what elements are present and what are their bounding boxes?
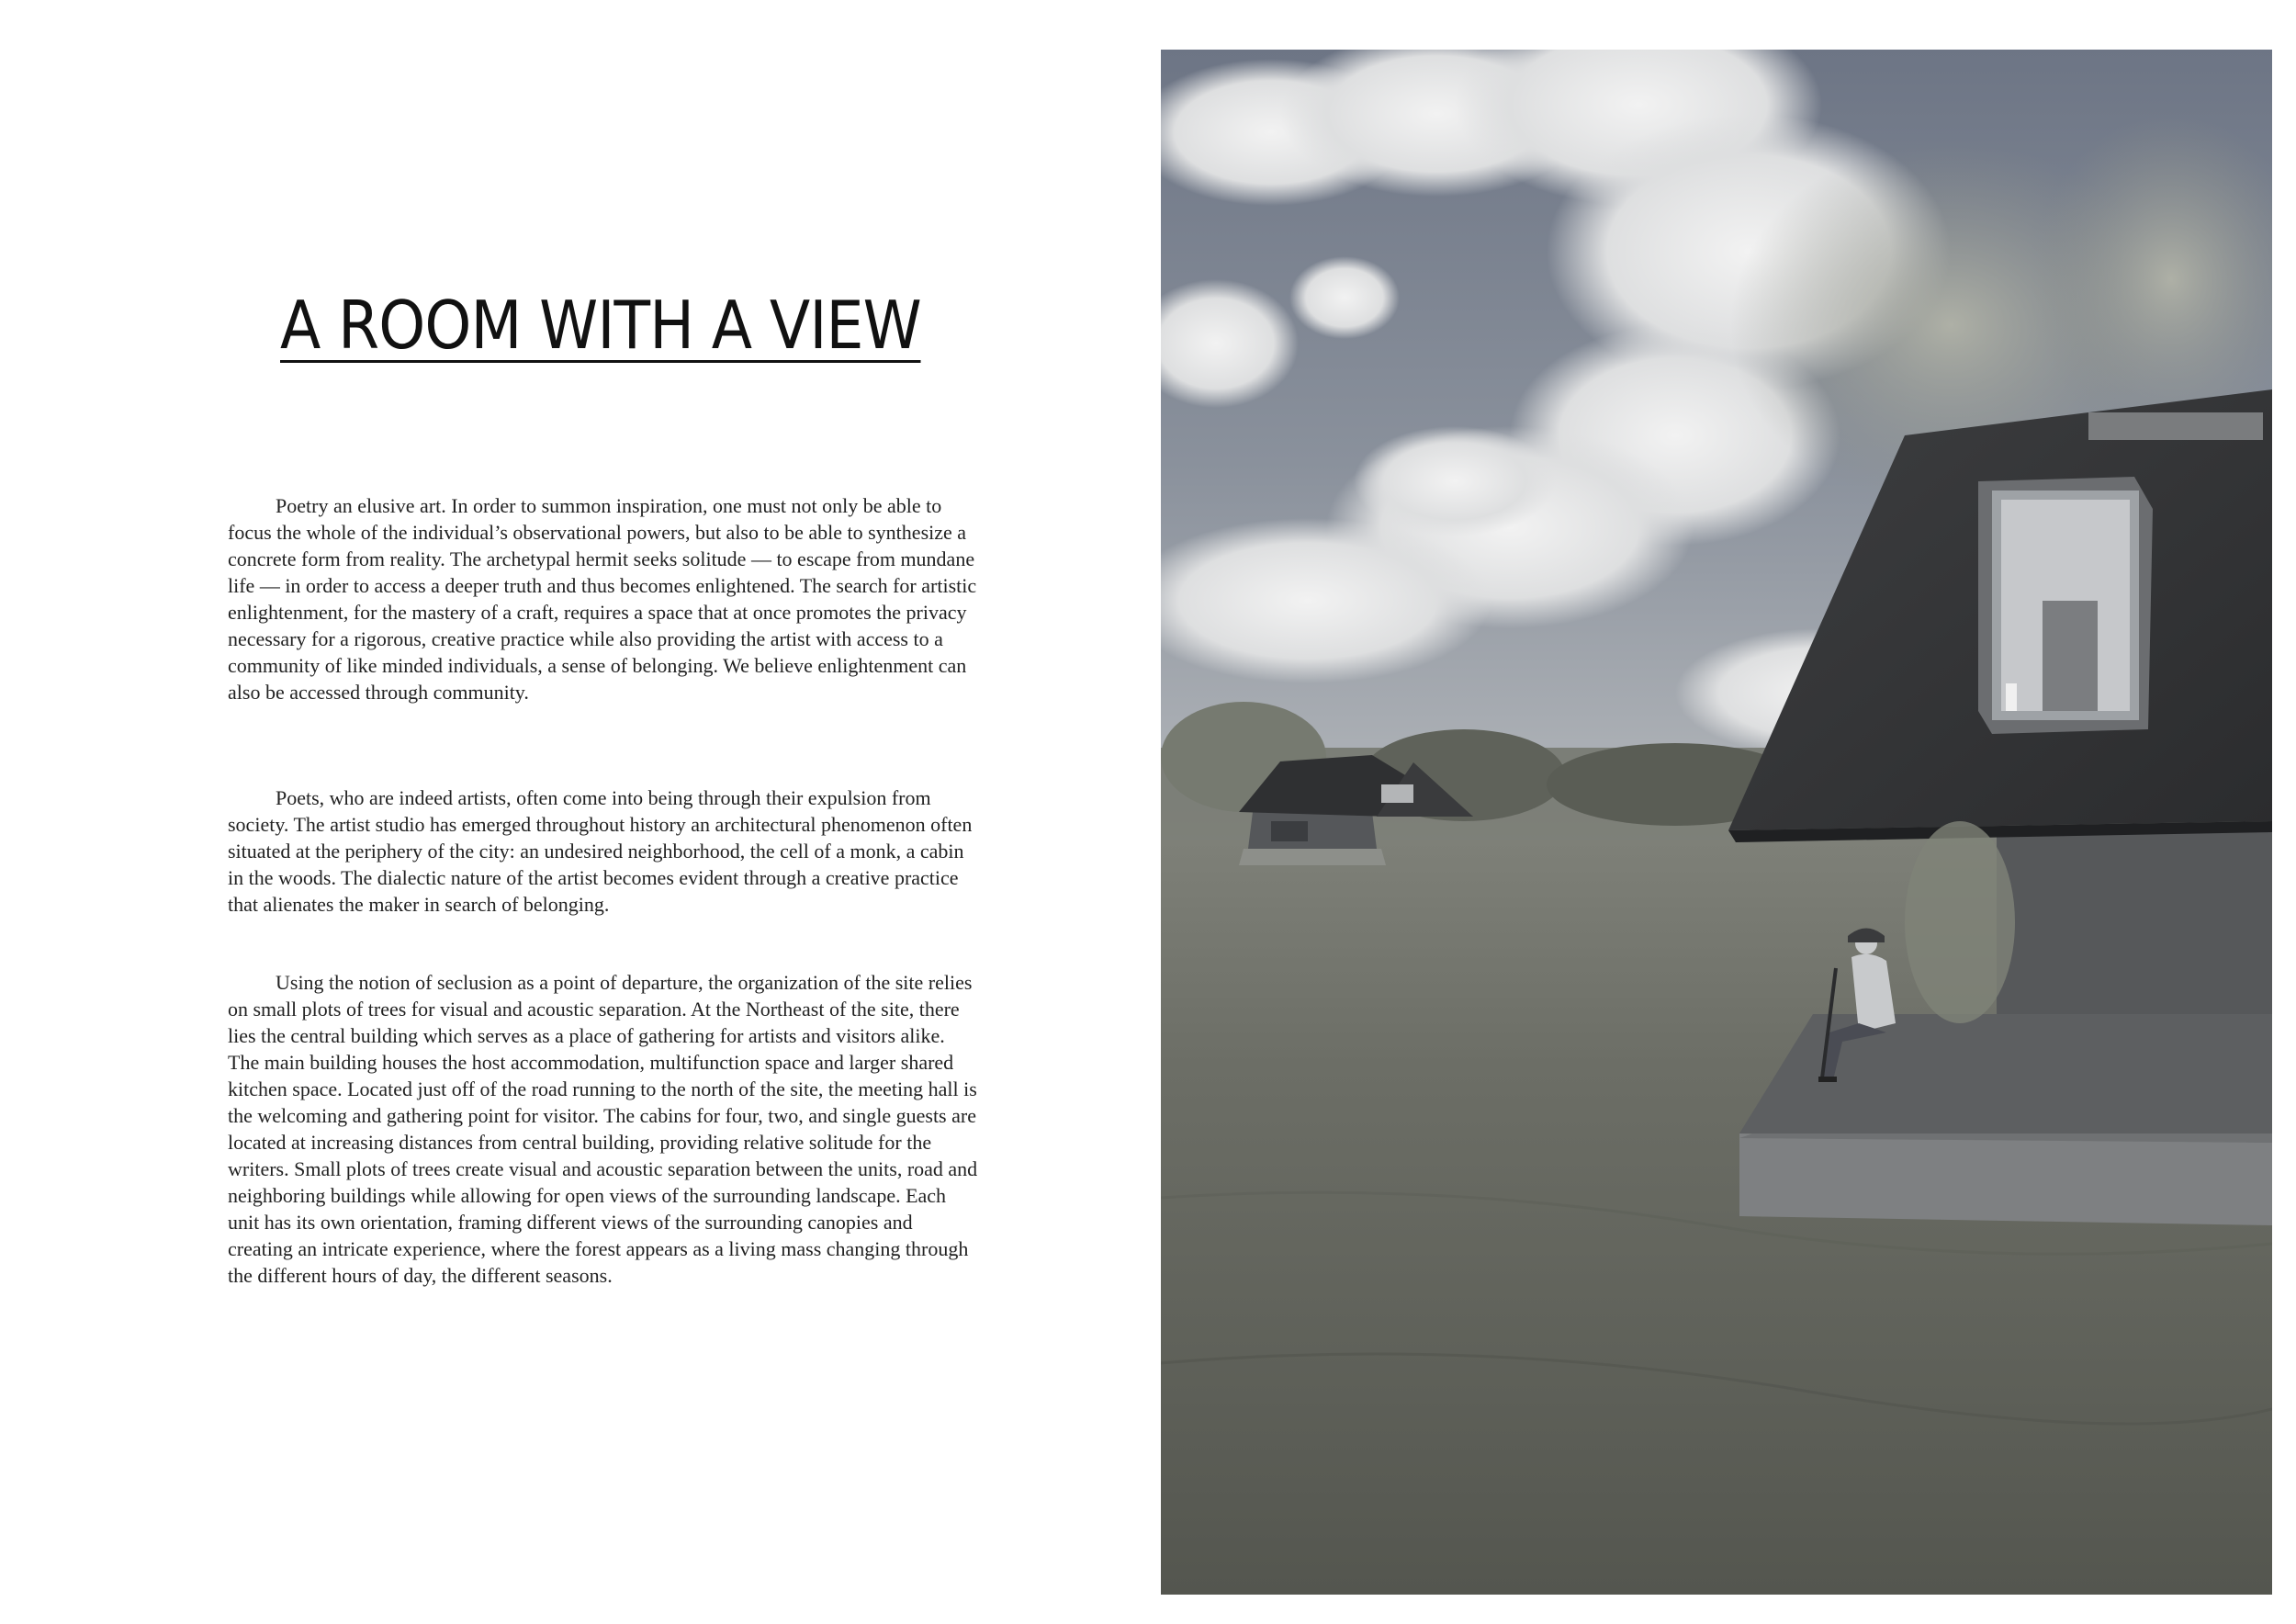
page-title: A ROOM WITH A VIEW xyxy=(280,287,921,364)
body-paragraph: Poets, who are indeed artists, often come into being through their expulsion from society. The artist studio has emerged throughout history an architectural phenomenon often situated at the periphery of the city: an undesired neighborhood, the cell of a monk, a cabin in the woods. The dialectic nature of the artist becomes evident through a creative practice that alienates the maker in search of belonging. xyxy=(228,786,973,916)
architectural-render-image xyxy=(1161,50,2272,1595)
render-illustration xyxy=(1161,50,2272,1595)
side-tree xyxy=(1905,821,2015,1023)
body-paragraph: Using the notion of seclusion as a point of departure, the organization of the site relies on small plots of trees for visual and acoustic separation. At the Northeast of the site, there lies the central building which serves as a place of gathering for artists and visitors alike. The main building houses the host accommodation, multifunction space and larger shared kitchen space. Located just off of the road running to the north of the site, the meeting hall is the welcoming and gathering point for visitor. The cabins for four, two, and single guests are located at increasing distances from central building, providing relative solitude for the writers. Small plots of trees create visual and acoustic separation between the units, road and neighboring buildings while allowing for open views of the surrounding landscape. Each unit has its own orientation, framing different views of the surrounding canopies and creating an intricate experience, where the forest appears as a living mass changing through the different hours of day, the different seasons. xyxy=(228,971,978,1287)
body-paragraph: Poetry an elusive art. In order to summon inspiration, one must not only be able to focus the whole of the individual’s observational powers, but also to be able to synthesize a concrete form from reality. The archetypal hermit seeks solitude — to escape from mundane life — in order to access a deeper truth and thus becomes enlightened. The search for artistic enlightenment, for the mastery of a craft, requires a space that at once promotes the privacy necessary for a rigorous, creative practice while also providing the artist with access to a community of like minded individuals, a sense of belonging. We believe enlightenment can also be accessed through community. xyxy=(228,494,977,704)
